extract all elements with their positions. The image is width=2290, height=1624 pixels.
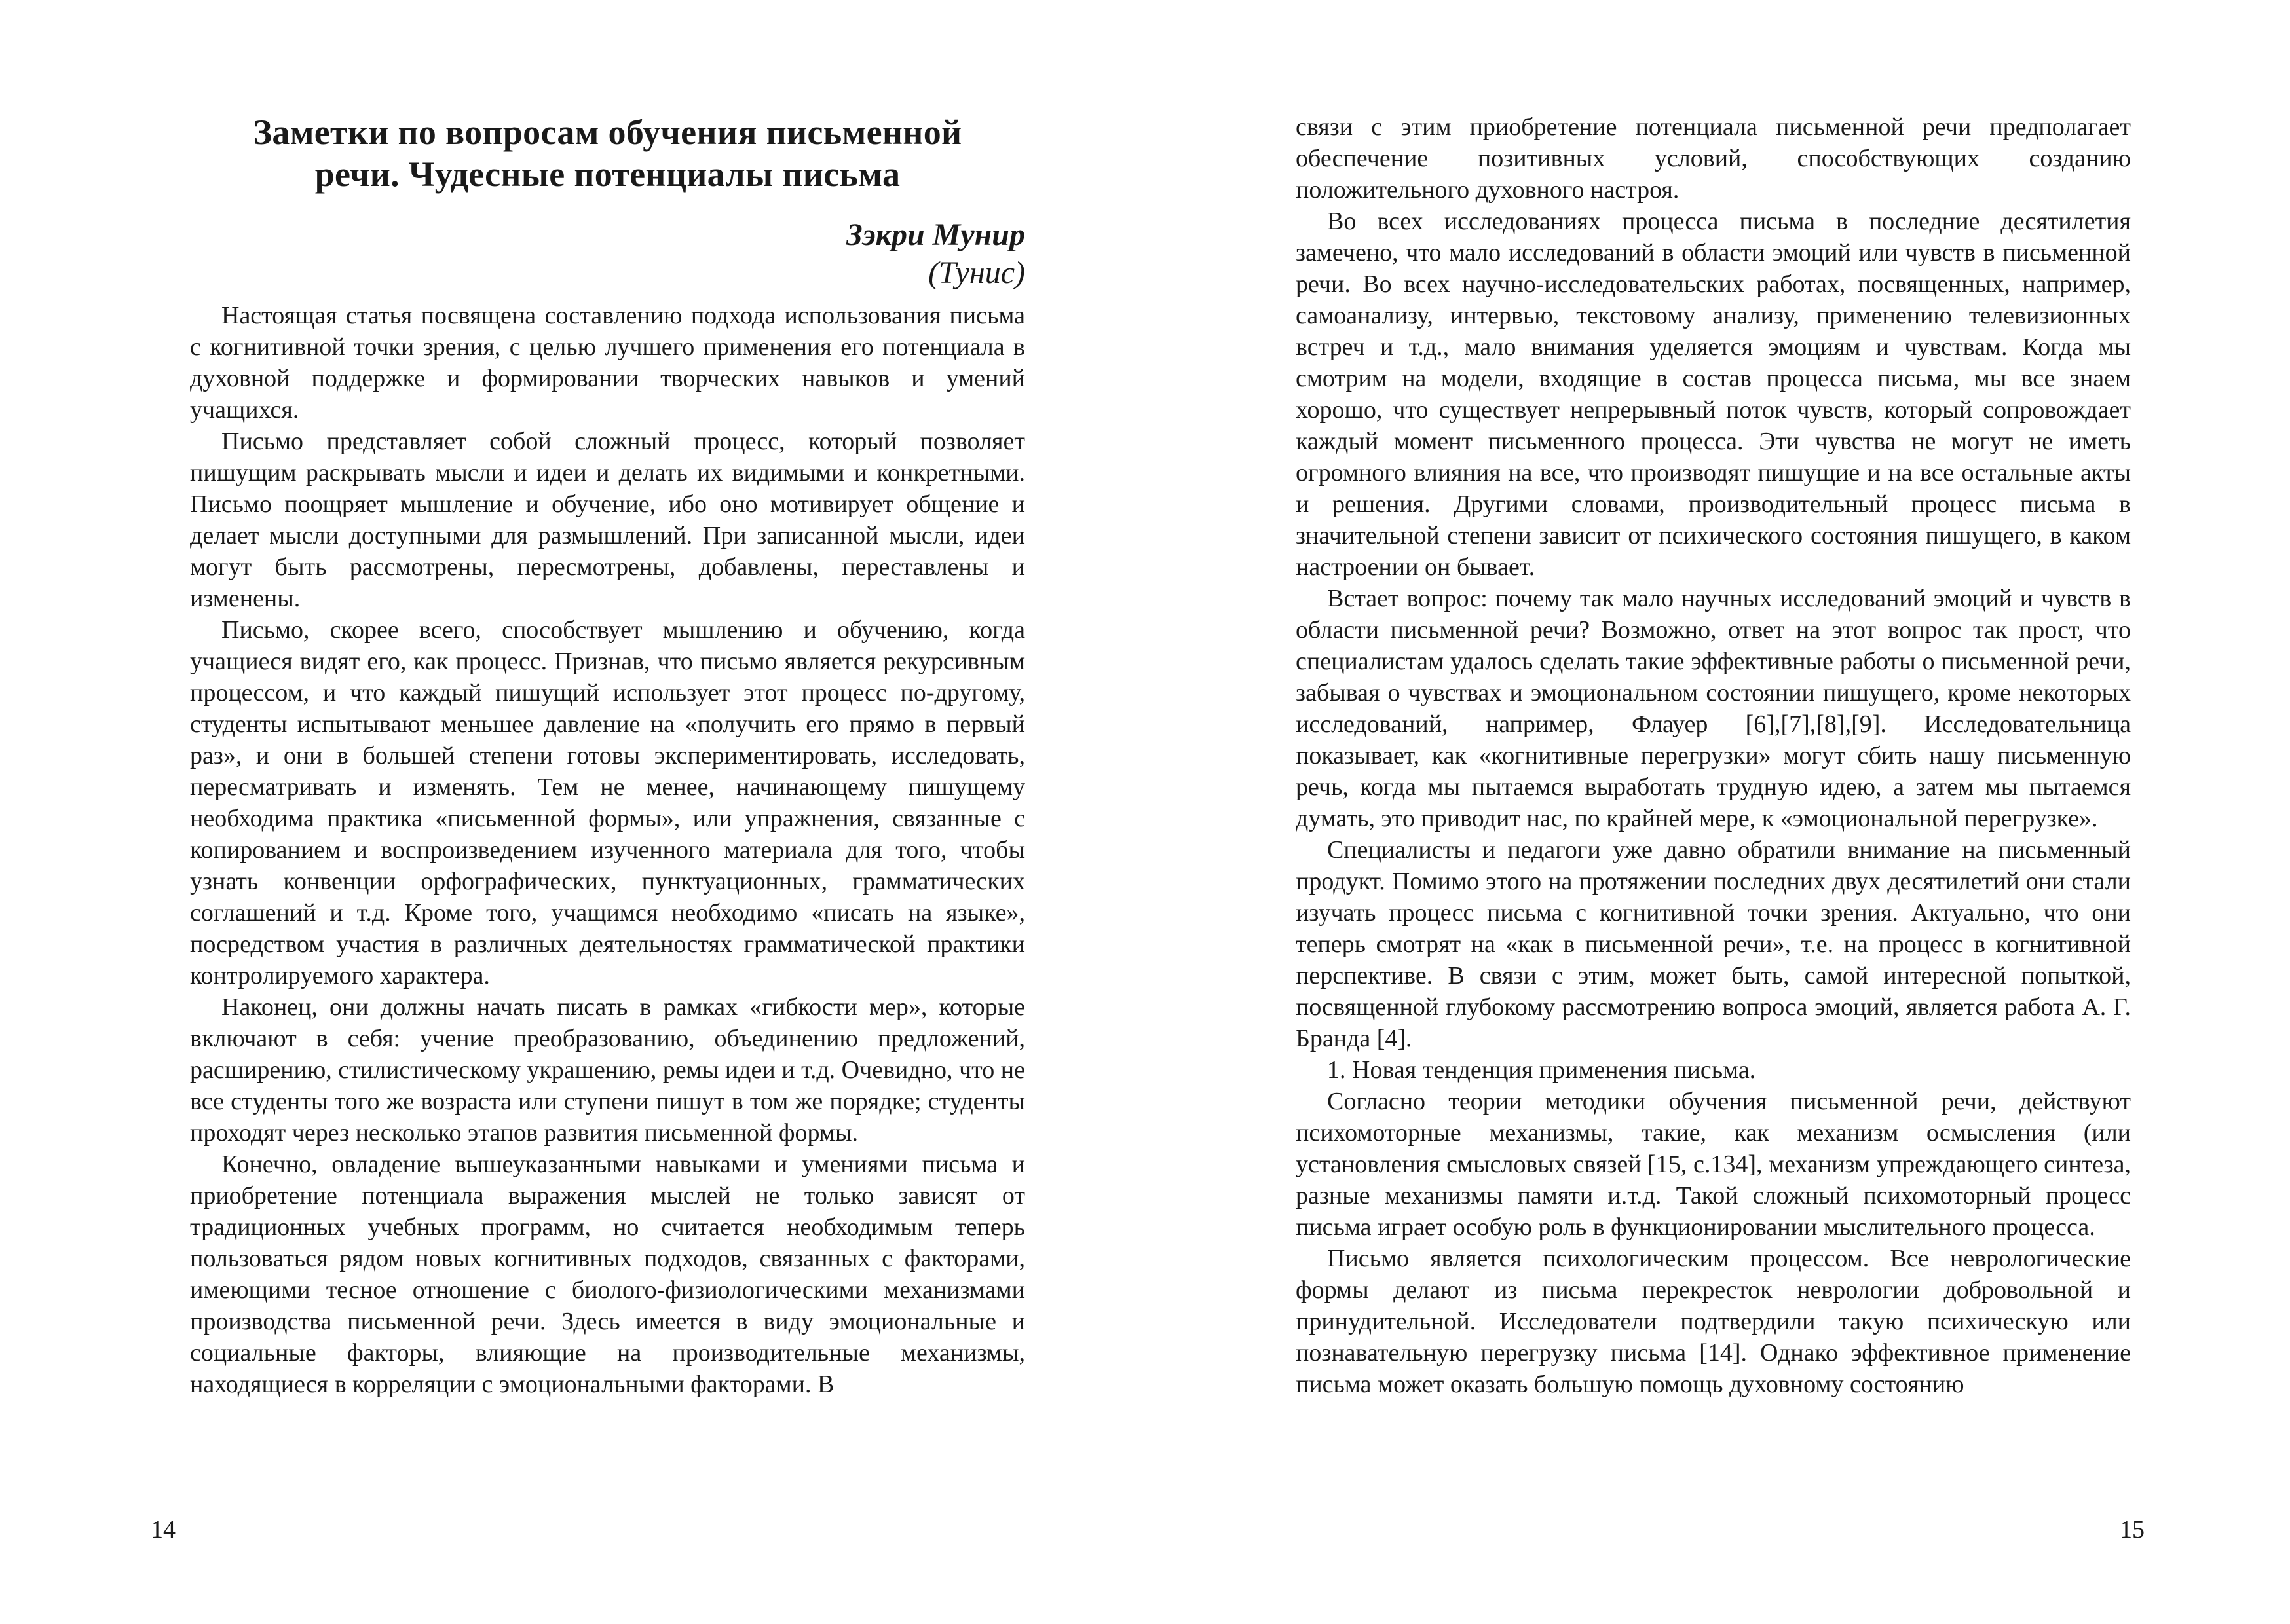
paragraph: Встает вопрос: почему так мало научных исследований эмоций и чувств в области письменной речи? Возможно, ответ на этот вопрос так прост, что специалистам удалось сделать такие эффективные работы о письменной речи, забывая о чувствах и эмоциональном состоянии пишущего, кроме некоторых исследований, например, Флауер [6],[7],[8],[9]. Исследовательница показывает, как «когнитивные перегрузки» могут сбить нашу письменную речь, когда мы пытаемся выработать трудную идею, а затем мы пытаемся думать, это приводит нас, по крайней мере, к «эмоциональной перегрузке». (1296, 585, 2131, 832)
right-page-text-column (1296, 111, 2131, 1400)
section-heading: 1. Новая тенденция применения письма. (1327, 1056, 1756, 1084)
article-title-line-2: речи. Чудесные потенциалы письма (314, 155, 901, 194)
page-number-right: 15 (2120, 1516, 2145, 1543)
paragraph: Наконец, они должны начать писать в рамках «гибкости мер», которые включают в себя: учение преобразованию, объединению предложений, расширению, стилистическому украшению, ремы идеи и т.д. Очевидно, что не все студенты того же возраста или ступени пишут в том же порядке; студенты проходят через несколько этапов развития письменной формы. (190, 993, 1025, 1147)
article-title-line-1: Заметки по вопросам обучения письменной (253, 113, 962, 152)
paragraph: Специалисты и педагоги уже давно обратили внимание на письменный продукт. Помимо этого на протяжении последних двух десятилетий они стали изучать процесс письма с когнитивной точки зрения. Актуально, что они теперь смотрят на «как в письменной речи», т.е. на процесс в когнитивной перспективе. В связи с этим, может быть, самой интересной попыткой, посвященной глубокому рассмотрению вопроса эмоций, является работа А. Г. Бранда [4]. (1296, 836, 2131, 1052)
left-page-body (190, 300, 1025, 1400)
page-number-left: 14 (151, 1516, 176, 1543)
paragraph: Письмо является психологическим процессом. Все неврологические формы делают из письма перекресток неврологии добровольной и принудительной. Исследователи подтвердили такую психическую или познавательную перегрузку письма [14]. Однако эффективное применение письма может оказать большую помощь духовному состоянию (1296, 1245, 2131, 1398)
paragraph-continued: связи с этим приобретение потенциала письменной речи предполагает обеспечение позитивных условий, способствующих созданию положительного духовного настроя. (1296, 113, 2131, 204)
paragraph: Конечно, овладение вышеуказанными навыками и умениями письма и приобретение потенциала выражения мыслей не только зависят от традиционных учебных программ, но считается необходимым теперь пользоваться рядом новых когнитивных подходов, связанных с факторами, имеющими тесное отношение с биолого-физиологическими механизмами производства письменной речи. Здесь имеется в виду эмоциональные и социальные факторы, влияющие на производительные механизмы, находящиеся в корреляции с эмоциональными факторами. В (190, 1151, 1025, 1398)
right-page-body (1296, 111, 2131, 1400)
paragraph: Письмо, скорее всего, способствует мышлению и обучению, когда учащиеся видят его, как процесс. Признав, что письмо является рекурсивным процессом, и что каждый пишущий использует этот процесс по-другому, студенты испытывают меньшее давление на «получить его прямо в первый раз», и они в большей степени готовы экспериментировать, исследовать, пересматривать и изменять. Тем не менее, начинающему пишущему необходима практика «письменной формы», или упражнения, связанные с копированием и воспроизведением изученного материала для того, чтобы узнать конвенции орфографических, пунктуационных, грамматических соглашений и т.д. Кроме того, учащимся необходимо «писать на языке», посредством участия в различных деятельностях грамматической практики контролируемого характера. (190, 616, 1025, 989)
paragraph: Настоящая статья посвящена составлению подхода использования письма с когнитивной точки зрения, с целью лучшего применения его потенциала в духовной поддержке и формировании творческих навыков и умений учащихся. (190, 302, 1025, 424)
author-name: Зэкри Мунир (846, 217, 1025, 252)
left-page-text-column (190, 111, 1025, 1400)
paragraph: Согласно теории методики обучения письменной речи, действуют психомоторные механизмы, такие, как механизм осмысления (или установления смысловых связей [15, с.134], механизм упреждающего синтеза, разные механизмы памяти и.т.д. Такой сложный психомоторный процесс письма играет особую роль в функционировании мыслительного процесса. (1296, 1088, 2131, 1241)
author-block (190, 216, 1025, 292)
paragraph: Во всех исследованиях процесса письма в последние десятилетия замечено, что мало исследований в области эмоций или чувств в письменной речи. Во всех научно-исследовательских работах, посвященных, например, самоанализу, интервью, текстовому анализу, применению телевизионных встреч и т.д., мало внимания уделяется эмоциям и чувствам. Когда мы смотрим на модели, входящие в состав процесса письма, мы все знаем хорошо, что существует непрерывный поток чувств, который сопровождает каждый момент письменного процесса. Эти чувства не могут не иметь огромного влияния на все, что производят пишущие и на все остальные акты и решения. Другими словами, производительный процесс письма в значительной степени зависит от психического состояния пишущего, в каком настроении он бывает. (1296, 208, 2131, 581)
author-country: (Тунис) (928, 255, 1025, 290)
right-page (1145, 0, 2290, 1624)
article-title (190, 111, 1025, 195)
paragraph: Письмо представляет собой сложный процесс, который позволяет пишущим раскрывать мысли и идеи и делать их видимыми и конкретными. Письмо поощряет мышление и обучение, ибо оно мотивирует общение и делает мысли доступными для размышлений. При записанной мысли, идеи могут быть рассмотрены, пересмотрены, добавлены, переставлены и изменены. (190, 428, 1025, 612)
